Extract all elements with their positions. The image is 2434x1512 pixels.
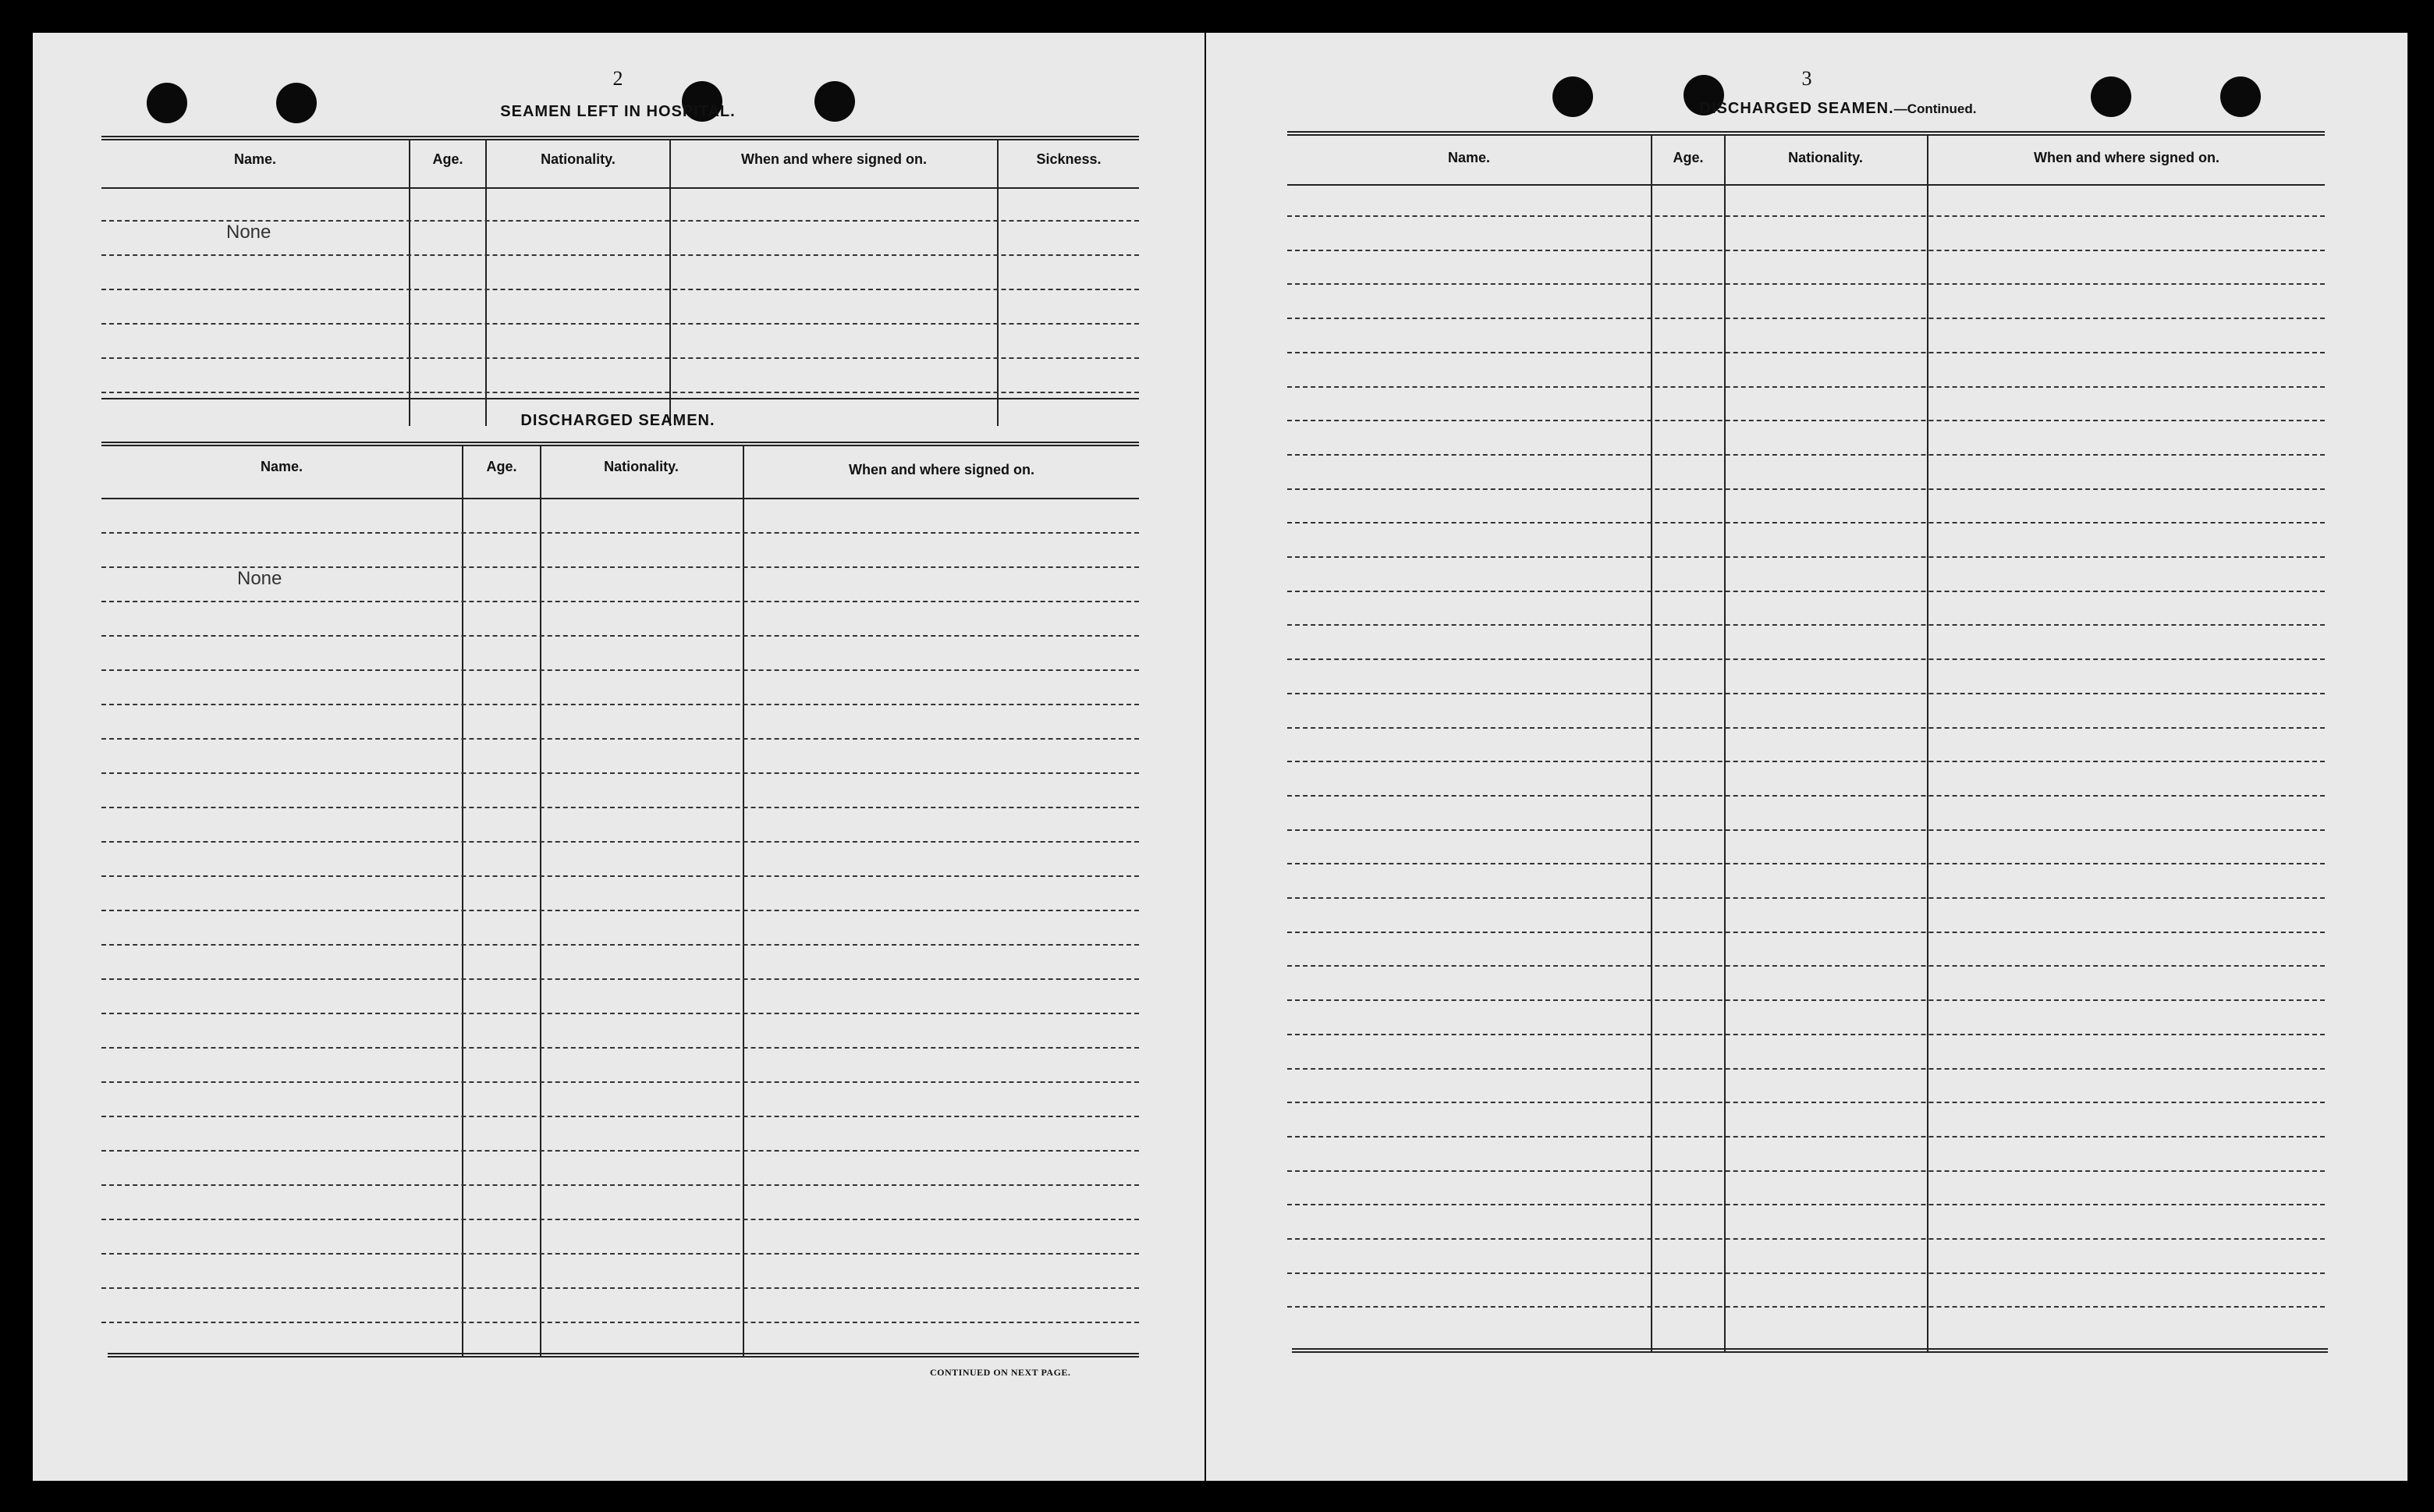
ruled-line <box>1287 1102 2325 1103</box>
ruled-line <box>1287 897 2325 899</box>
column-header-nationality: Nationality. <box>604 459 679 474</box>
ruled-line <box>1287 999 2325 1001</box>
table-top-rule <box>101 136 1139 140</box>
column-divider <box>409 140 410 426</box>
ruled-line <box>101 289 1139 290</box>
ruled-line <box>101 1287 1139 1289</box>
ruled-line <box>1287 488 2325 490</box>
ruled-line <box>101 1219 1139 1220</box>
table-top-rule <box>101 442 1139 446</box>
ruled-line <box>1287 795 2325 797</box>
ruled-line <box>101 772 1139 774</box>
discharged-section-title: DISCHARGED SEAMEN. <box>520 412 715 429</box>
ruled-line <box>101 875 1139 877</box>
ruled-line <box>1287 1136 2325 1138</box>
column-header-signed-on: When and where signed on. <box>2033 150 2220 165</box>
column-header-age: Age. <box>486 459 517 474</box>
ruled-line <box>101 601 1139 602</box>
ruled-line <box>1287 454 2325 456</box>
ruled-line <box>1287 318 2325 319</box>
column-header-signed-on: When and where signed on. <box>740 151 928 167</box>
ruled-line <box>1287 1272 2325 1274</box>
ruled-line <box>101 1013 1139 1014</box>
ruled-line <box>1287 522 2325 524</box>
ruled-line <box>1287 1238 2325 1240</box>
punch-hole <box>1552 76 1593 117</box>
ruled-line <box>101 978 1139 980</box>
ruled-line <box>101 254 1139 256</box>
ruled-line <box>101 669 1139 671</box>
column-header-sickness: Sickness. <box>1036 151 1102 167</box>
column-header-signed-on: When and where signed on. <box>848 462 1035 477</box>
ruled-line <box>1287 965 2325 967</box>
column-divider <box>485 140 487 426</box>
header-rule <box>1287 184 2325 186</box>
title-main: DISCHARGED SEAMEN. <box>1699 100 1894 117</box>
punch-hole <box>2220 76 2261 117</box>
ruled-line <box>101 738 1139 740</box>
ruled-line <box>1287 863 2325 864</box>
discharged-name-entry: None <box>237 568 282 589</box>
page-number: 2 <box>612 67 623 90</box>
ruled-line <box>101 635 1139 637</box>
ruled-line <box>101 1081 1139 1083</box>
ruled-line <box>101 1150 1139 1152</box>
left-page <box>33 33 1205 1481</box>
ruled-line <box>101 807 1139 808</box>
discharged-continued-title <box>1635 100 2041 118</box>
column-divider <box>997 140 999 426</box>
table-bottom-rule <box>101 398 1139 399</box>
ruled-line <box>1287 556 2325 558</box>
ruled-line <box>1287 1204 2325 1205</box>
column-header-name: Name. <box>260 459 303 474</box>
ruled-line <box>101 1116 1139 1117</box>
column-divider <box>462 446 463 1358</box>
header-rule <box>101 498 1139 499</box>
ruled-line <box>1287 1034 2325 1035</box>
page-number: 3 <box>1801 67 1812 90</box>
ruled-line <box>1287 420 2325 421</box>
column-header-nationality: Nationality. <box>1788 150 1863 165</box>
title-continued: —Continued. <box>1893 101 1977 116</box>
punch-hole <box>814 81 855 122</box>
ruled-line <box>1287 829 2325 831</box>
ruled-line <box>1287 727 2325 729</box>
ruled-line <box>101 1253 1139 1255</box>
ruled-line <box>101 357 1139 359</box>
column-divider <box>669 140 671 426</box>
ruled-line <box>101 1184 1139 1186</box>
ruled-line <box>1287 283 2325 285</box>
ruled-line <box>1287 250 2325 251</box>
column-header-name: Name. <box>1447 150 1491 165</box>
ruled-line <box>1287 658 2325 660</box>
table-bottom-rule <box>108 1353 1139 1358</box>
ruled-line <box>101 1047 1139 1049</box>
ruled-line <box>101 910 1139 911</box>
ruled-line <box>101 323 1139 325</box>
ruled-line <box>101 841 1139 843</box>
ruled-line <box>1287 591 2325 592</box>
continued-footer: CONTINUED ON NEXT PAGE. <box>930 1367 1071 1378</box>
header-rule <box>101 187 1139 189</box>
right-page <box>1206 33 2407 1481</box>
column-header-age: Age. <box>1673 150 1704 165</box>
ruled-line <box>101 392 1139 393</box>
punch-hole <box>276 83 317 123</box>
ruled-line <box>1287 761 2325 762</box>
punch-hole <box>2091 76 2131 117</box>
ruled-line <box>1287 1306 2325 1308</box>
ruled-line <box>101 532 1139 534</box>
column-header-nationality: Nationality. <box>541 151 616 167</box>
punch-hole <box>147 83 187 123</box>
ruled-line <box>1287 624 2325 626</box>
column-header-name: Name. <box>233 151 277 167</box>
column-header-age: Age. <box>432 151 463 167</box>
hospital-section-title: SEAMEN LEFT IN HOSPITAL. <box>500 103 736 120</box>
ruled-line <box>1287 932 2325 933</box>
ruled-line <box>101 1322 1139 1323</box>
hospital-name-entry: None <box>226 222 271 243</box>
table-top-rule <box>1287 131 2325 136</box>
column-divider <box>743 446 744 1358</box>
ruled-line <box>1287 1068 2325 1070</box>
ruled-line <box>1287 215 2325 217</box>
column-divider <box>540 446 541 1358</box>
ruled-line <box>1287 352 2325 353</box>
ruled-line <box>1287 386 2325 388</box>
ruled-line <box>101 704 1139 705</box>
ruled-line <box>1287 1170 2325 1172</box>
ruled-line <box>101 944 1139 946</box>
ruled-line <box>1287 693 2325 694</box>
table-bottom-rule <box>1292 1348 2328 1353</box>
